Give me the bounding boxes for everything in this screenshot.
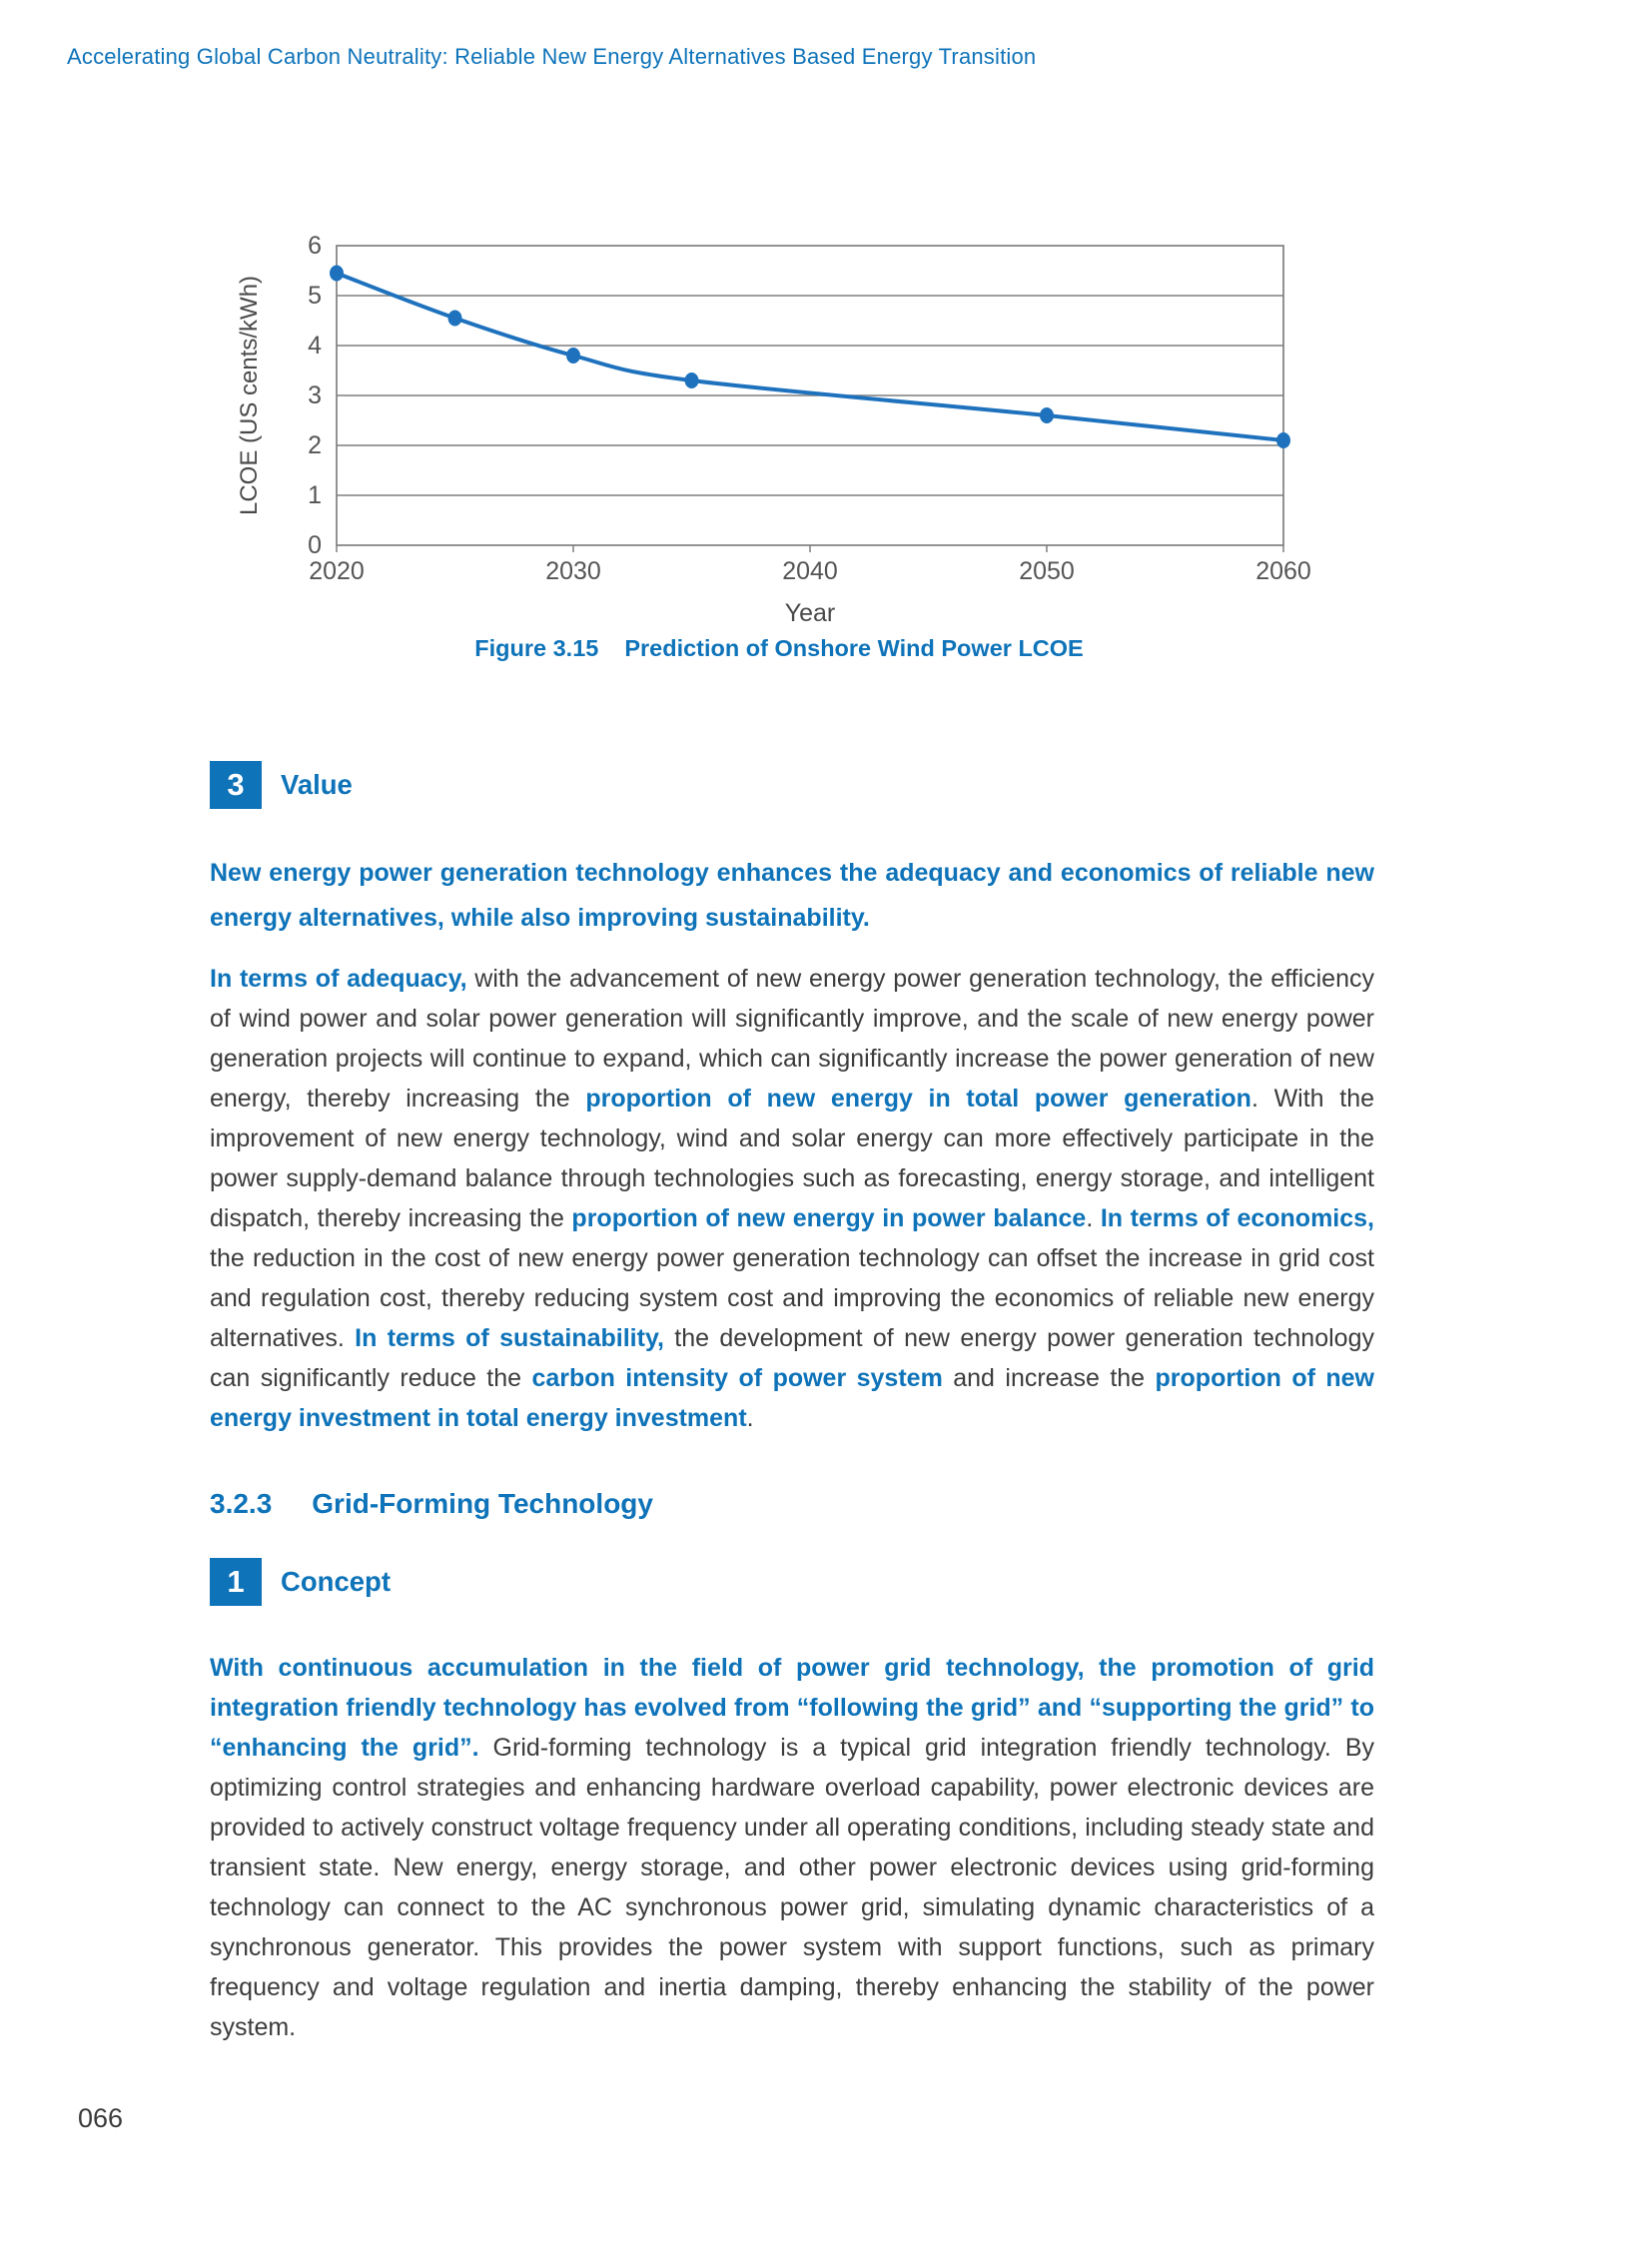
svg-text:2060: 2060 <box>1255 557 1311 585</box>
running-header: Accelerating Global Carbon Neutrality: Reliable New Energy Alternatives Based Energy Transition <box>67 44 1037 69</box>
page-number: 066 <box>78 2103 124 2133</box>
concept-body-paragraph: With continuous accumulation in the field of power grid technology, the promotion of grid integration friendly technology has evolved from “following the grid” and “supporting the grid” to “enhancing the grid”. Grid-forming technology is a typical grid integration friendly technology. By optimizing control strategies and enhancing hardware overload capability, power electronic devices are provided to actively construct voltage frequency under all operating conditions, including steady state and transient state. New energy, energy storage, and other power electronic devices using grid-forming technology can connect to the AC synchronous power grid, simulating dynamic characteristics of a synchronous generator. This provides the power system with support functions, such as primary frequency and voltage regulation and inertia damping, thereby enhancing the stability of the power system. <box>210 1654 1374 2041</box>
svg-text:2030: 2030 <box>545 557 601 585</box>
svg-text:Year: Year <box>784 599 836 627</box>
svg-text:2: 2 <box>308 431 322 459</box>
subsection-heading <box>210 1488 653 1520</box>
subsection-title: Grid-Forming Technology <box>312 1488 653 1519</box>
section-number-badge-concept: 1 <box>210 1558 262 1606</box>
svg-text:LCOE (US cents/kWh): LCOE (US cents/kWh) <box>236 275 263 516</box>
figure-3-15 <box>200 226 1358 650</box>
section-title-concept: Concept <box>281 1566 391 1597</box>
figure-caption <box>200 635 1358 662</box>
lcoe-chart <box>200 226 1358 650</box>
figure-caption-label: Figure 3.15 <box>474 635 599 661</box>
section-title-value: Value <box>281 769 353 800</box>
value-lead-paragraph: New energy power generation technology enhances the adequacy and economics of reliable new energy alternatives, while also improving sustainability. <box>210 859 1374 932</box>
subsection-number: 3.2.3 <box>210 1488 273 1519</box>
svg-text:1: 1 <box>308 481 322 509</box>
svg-text:0: 0 <box>308 531 322 559</box>
svg-text:6: 6 <box>308 232 322 260</box>
svg-text:2020: 2020 <box>309 557 365 585</box>
section-number-badge-value: 3 <box>210 761 262 809</box>
svg-text:3: 3 <box>308 381 322 409</box>
svg-text:5: 5 <box>308 282 322 310</box>
svg-text:2040: 2040 <box>782 557 838 585</box>
value-body-paragraph: In terms of adequacy, with the advancement of new energy power generation technology, the efficiency of wind power and solar power generation will significantly improve, and the scale of new energy power generation projects will continue to expand, which can significantly increase the power generation of new energy, thereby increasing the proportion of new energy in total power generation. With the improvement of new energy technology, wind and solar energy can more effectively participate in the power supply-demand balance through technologies such as forecasting, energy storage, and intelligent dispatch, thereby increasing the proportion of new energy in power balance. In terms of economics, the reduction in the cost of new energy power generation technology can offset the increase in grid cost and regulation cost, thereby reducing system cost and improving the economics of reliable new energy alternatives. In terms of sustainability, the development of new energy power generation technology can significantly reduce the carbon intensity of power system and increase the proportion of new energy investment in total energy investment. <box>210 965 1375 1432</box>
svg-text:2050: 2050 <box>1019 557 1075 585</box>
svg-text:4: 4 <box>308 332 322 360</box>
figure-caption-title: Prediction of Onshore Wind Power LCOE <box>624 635 1084 661</box>
